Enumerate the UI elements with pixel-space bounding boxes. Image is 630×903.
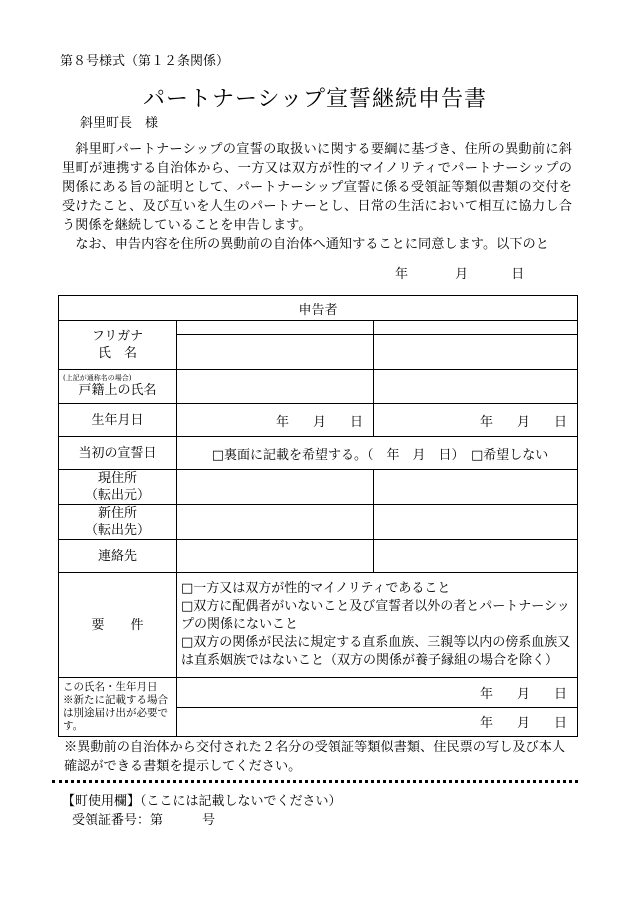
change-day-2: 日 — [554, 716, 568, 732]
declaration-text — [62, 140, 572, 254]
name-field-2[interactable] — [374, 334, 578, 369]
name-field-1[interactable] — [177, 334, 374, 369]
change-day-1: 日 — [554, 686, 568, 702]
current-address-field-1[interactable] — [177, 470, 374, 505]
birth-label: 生年月日 — [59, 404, 177, 437]
birth-month-1: 月 — [312, 414, 326, 430]
birth-field-2[interactable] — [374, 404, 578, 437]
new-address-sub: （転出先） — [84, 523, 150, 538]
oath-date-options[interactable]: □裏面に記載を希望する。（ 年 月 日） □希望しない — [177, 437, 578, 470]
furigana-label: フリガナ — [91, 329, 144, 344]
alias-note: (上記が通称名の場合) — [63, 374, 132, 382]
birth-day-2: 日 — [554, 414, 568, 430]
family-name-label-text: 戸籍上の氏名 — [78, 383, 157, 398]
family-name-field-2[interactable] — [374, 370, 578, 404]
change-date-row-2[interactable] — [177, 707, 578, 737]
name-label-text: 氏 名 — [97, 346, 137, 361]
submission-date[interactable] — [395, 263, 524, 282]
dotted-divider — [52, 780, 578, 783]
receipt-number: 受領証番号：第 号 — [72, 813, 216, 828]
birth-month-2: 月 — [516, 414, 530, 430]
current-address-label-text: 現住所 — [97, 471, 137, 486]
requirements-label: 要 件 — [59, 573, 177, 678]
change-month-2: 月 — [516, 716, 530, 732]
birth-year-2: 年 — [479, 414, 493, 430]
change-date-row-1[interactable] — [177, 678, 578, 708]
family-name-field-1[interactable] — [177, 370, 374, 404]
contact-field-1[interactable] — [177, 540, 374, 573]
date-day: 日 — [511, 267, 525, 282]
birth-year-1: 年 — [275, 414, 289, 430]
new-address-field-1[interactable] — [177, 505, 374, 540]
document-title: パートナーシップ宣誓継続申告書 — [142, 87, 488, 112]
change-month-1: 月 — [516, 686, 530, 702]
new-address-label-text: 新住所 — [97, 506, 137, 521]
office-use-title: 【町使用欄】（ここには記載しないでください） — [62, 794, 342, 809]
table-header: 申告者 — [59, 296, 578, 321]
new-address-label — [59, 505, 177, 540]
change-note: この氏名・生年月日 ※新たに記載する場合は別途届け出が必要です。 — [59, 678, 177, 737]
date-month: 月 — [455, 267, 469, 282]
declarant-table — [58, 295, 578, 737]
change-year-2: 年 — [479, 716, 493, 732]
current-address-field-2[interactable] — [374, 470, 578, 505]
birth-field-1[interactable] — [177, 404, 374, 437]
addressee: 斜里町長 様 — [80, 116, 159, 131]
requirement-2-checkbox[interactable]: □双方に配偶者がいないこと及び宣誓者以外の者とパートナーシップの関係にないこと — [181, 599, 570, 632]
name-label — [59, 321, 177, 370]
contact-label: 連絡先 — [59, 540, 177, 573]
date-year: 年 — [395, 267, 409, 282]
furigana-field-2[interactable] — [374, 321, 578, 335]
change-year-1: 年 — [479, 686, 493, 702]
form-number: 第８号様式（第１２条関係） — [60, 54, 230, 69]
requirement-1-checkbox[interactable]: □一方又は双方が性的マイノリティであること — [181, 581, 451, 596]
document-requirement-note: ※異動前の自治体から交付された２名分の受領証等類似書類、住民票の写し及び本人確認ができる書類を提示してください。 — [64, 740, 566, 774]
requirement-3-checkbox[interactable]: □双方の関係が民法に規定する直系血族、三親等以内の傍系血族又は直系姻族ではないこと（双方の関係が養子縁組の場合を除く） — [181, 635, 571, 668]
birth-day-1: 日 — [349, 414, 363, 430]
new-address-field-2[interactable] — [374, 505, 578, 540]
office-use-section — [62, 792, 342, 830]
declaration-paragraph-2: なお、申告内容を住所の異動前の自治体へ通知することに同意します。以下のと — [75, 237, 549, 252]
contact-field-2[interactable] — [374, 540, 578, 573]
family-name-label — [59, 370, 177, 404]
declaration-paragraph-1: 斜里町パートナーシップの宣誓の取扱いに関する要綱に基づき、住所の異動前に斜里町が連携する自治体から、一方又は双方が性的マイノリティでパートナーシップの関係にある旨の証明として、パートナーシップ宣誓に係る受領証等類似書類の交付を受けたこと、及び互いを人生のパートナーとし、日常の生活において相互に協力し合う関係を継続していることを申告します。 — [62, 142, 572, 233]
oath-date-label: 当初の宣誓日 — [59, 437, 177, 470]
current-address-label — [59, 470, 177, 505]
furigana-field-1[interactable] — [177, 321, 374, 335]
requirements-list — [177, 573, 578, 678]
current-address-sub: （転出元） — [84, 488, 150, 503]
